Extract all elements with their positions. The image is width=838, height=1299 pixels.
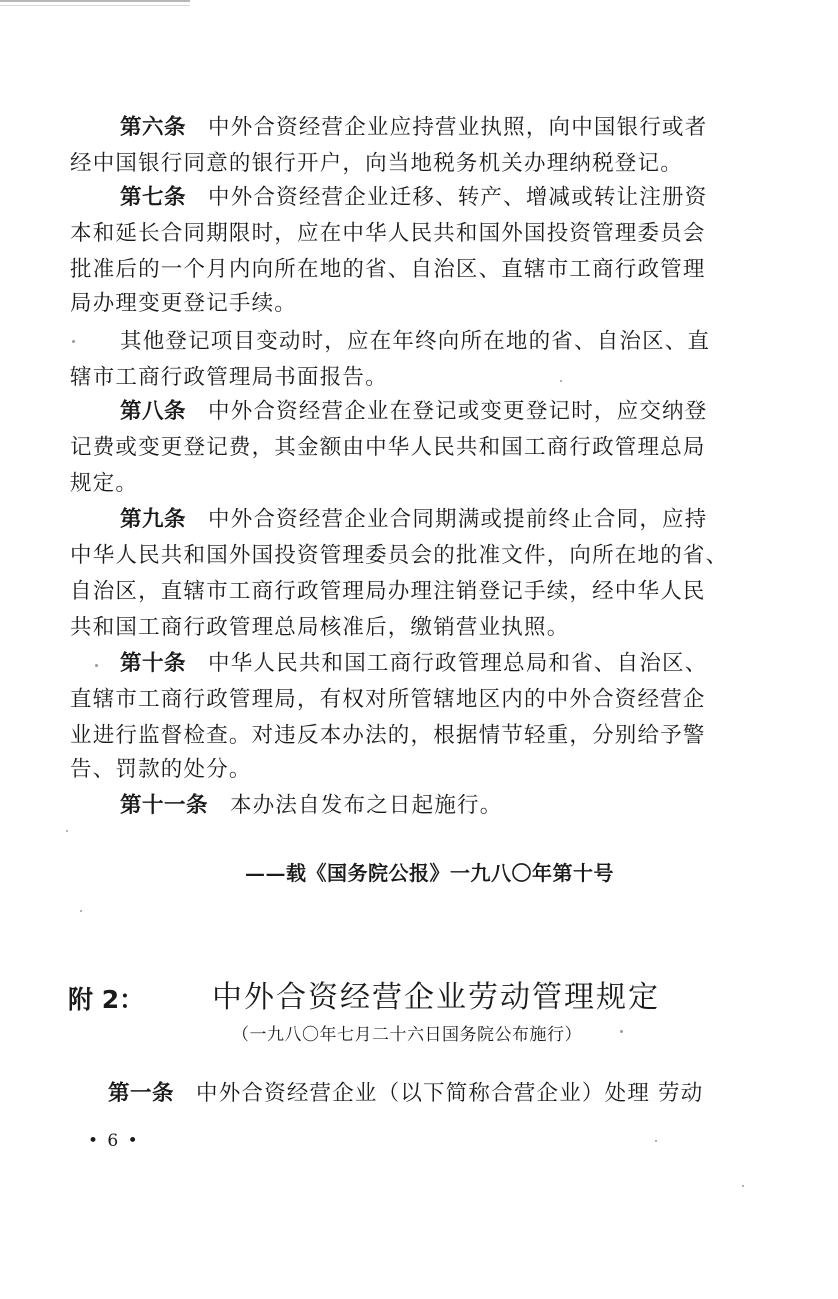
annex-title: 中外合资经营企业劳动管理规定 (212, 980, 660, 1015)
article-10-line-2: 直辖市工商行政管理局，有权对所管辖地区内的中外合资经营企 (70, 687, 706, 712)
scan-speck (560, 380, 562, 382)
annex-label: 附 2： (68, 985, 145, 1014)
article-heading: 第十条 (120, 651, 187, 676)
annex-subtitle: （一九八〇年七月二十六日国务院公布施行） (232, 1025, 582, 1045)
scan-speck (742, 1185, 744, 1187)
article-7-line-3: 批准后的一个月内向所在地的省、自治区、直辖市工商行政管理 (70, 257, 706, 282)
article-9-line-2: 中华人民共和国外国投资管理委员会的批准文件，向所在地的省、 (70, 543, 729, 568)
article-heading: 第八条 (120, 399, 187, 424)
article-7-para2-line-2: 辖市工商行政管理局书面报告。 (70, 365, 388, 390)
scan-speck (72, 340, 75, 343)
article-10-line-3: 业进行监督检查。对违反本办法的，根据情节轻重，分别给予警 (70, 723, 706, 748)
scan-speck (620, 1030, 623, 1033)
article-6-line-1: 第六条 中外合资经营企业应持营业执照，向中国银行或者 (70, 110, 698, 146)
article-heading: 第六条 (120, 115, 187, 140)
article-8-line-3: 规定。 (70, 471, 139, 496)
scan-speck (80, 910, 82, 912)
annex-article-1-line-1: 第一条 中外合资经营企业（以下简称合营企业）处理 劳动 (70, 1076, 698, 1112)
article-6-line-2: 经中国银行同意的银行开户，向当地税务机关办理纳税登记。 (70, 151, 683, 176)
article-7-line-4: 局办理变更登记手续。 (70, 291, 298, 316)
article-heading: 第七条 (120, 185, 187, 210)
article-7-line-1: 第七条 中外合资经营企业迁移、转产、增减或转让注册资 (70, 180, 698, 216)
article-9-line-1: 第九条 中外合资经营企业合同期满或提前终止合同，应持 (70, 502, 698, 538)
article-heading: 第九条 (120, 507, 187, 532)
article-10-line-1: 第十条 中华人民共和国工商行政管理总局和省、自治区、 (70, 646, 698, 682)
article-8-line-2: 记费或变更登记费，其金额由中华人民共和国工商行政管理总局 (70, 435, 706, 460)
scan-edge-line (0, 0, 190, 2)
article-9-line-3: 自治区，直辖市工商行政管理局办理注销登记手续，经中华人民 (70, 579, 706, 604)
article-heading: 第十一条 (120, 793, 209, 818)
scan-speck (66, 830, 68, 832)
article-heading: 第一条 (108, 1081, 175, 1106)
page-number: • 6 • (88, 1131, 140, 1151)
article-10-line-4: 告、罚款的处分。 (70, 757, 252, 782)
scan-edge-line (0, 5, 190, 6)
article-11-line-1: 第十一条 本办法自发布之日起施行。 (70, 788, 698, 824)
scan-speck (95, 664, 98, 667)
article-7-line-2: 本和延长合同期限时，应在中华人民共和国外国投资管理委员会 (70, 221, 706, 246)
article-9-line-4: 共和国工商行政管理总局核准后，缴销营业执照。 (70, 615, 570, 640)
source-citation: ——载《国务院公报》一九八〇年第十号 (245, 861, 614, 885)
article-8-line-1: 第八条 中外合资经营企业在登记或变更登记时，应交纳登 (70, 394, 698, 430)
article-7-para2-line-1: 其他登记项目变动时，应在年终向所在地的省、自治区、直 (120, 329, 711, 354)
scan-speck (655, 1140, 657, 1142)
